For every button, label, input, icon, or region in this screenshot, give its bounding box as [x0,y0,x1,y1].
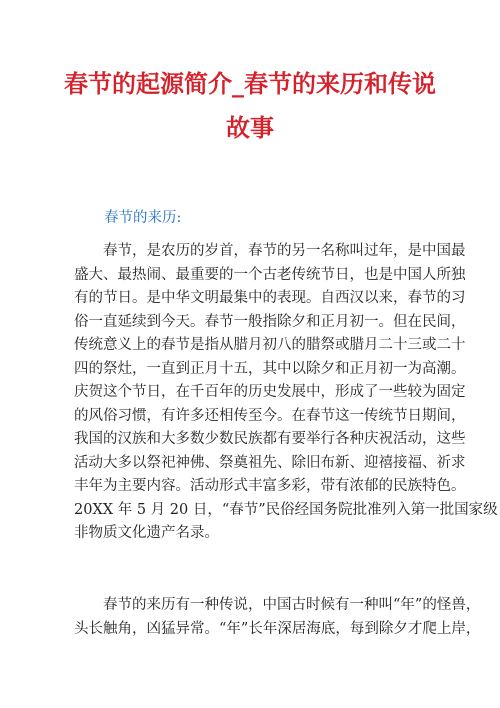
paragraph-line: 非物质文化遗产名录。 [74,525,219,541]
paragraph-line: 春节的来历有一种传说，中国古时候有一种叫“年”的怪兽， [103,597,481,613]
paragraph-line: 活动大多以祭祀神佛、祭奠祖先、除旧布新、迎禧接福、祈求 [74,454,466,471]
paragraph-line: 丰年为主要内容。活动形式丰富多彩，带有浓郁的民族特色。 [74,478,466,494]
paragraph-legend [74,594,481,641]
paragraph-line: 春节，是农历的岁首，春节的另一名称叫过年，是中国最 [103,243,466,259]
paragraph-line: 盛大、最热闹、最重要的一个古老传统节日，也是中国人所独 [74,266,466,283]
title-line-1: 春节的起源简介_春节的来历和传说 [64,70,436,98]
paragraph-line: 我国的汉族和大多数少数民族都有要举行各种庆祝活动，这些 [74,431,466,447]
document-title [40,62,460,150]
paragraph-origin [74,240,498,546]
paragraph-line: 的风俗习惯，有许多还相传至今。在春节这一传统节日期间， [74,407,466,424]
paragraph-line: 头长触角，凶猛异常。“年”长年深居海底，每到除夕才爬上岸， [74,620,481,637]
paragraph-line: 传统意义上的春节是指从腊月初八的腊祭或腊月二十三或二十 [74,337,466,353]
section-heading: 春节的来历: [104,210,182,226]
title-line-2: 故事 [226,114,274,142]
paragraph-line: 20XX 年 5 月 20 日，“春节”民俗经国务院批准列入第一批国家级 [74,501,498,518]
paragraph-line: 有的节日。是中华文明最集中的表现。自西汉以来，春节的习 [74,290,466,306]
paragraph-line: 庆贺这个节日，在千百年的历史发展中，形成了一些较为固定 [74,384,466,400]
paragraph-line: 俗一直延续到今天。春节一般指除夕和正月初一。但在民间， [74,313,466,330]
paragraph-line: 四的祭灶，一直到正月十五，其中以除夕和正月初一为高潮。 [74,360,466,377]
